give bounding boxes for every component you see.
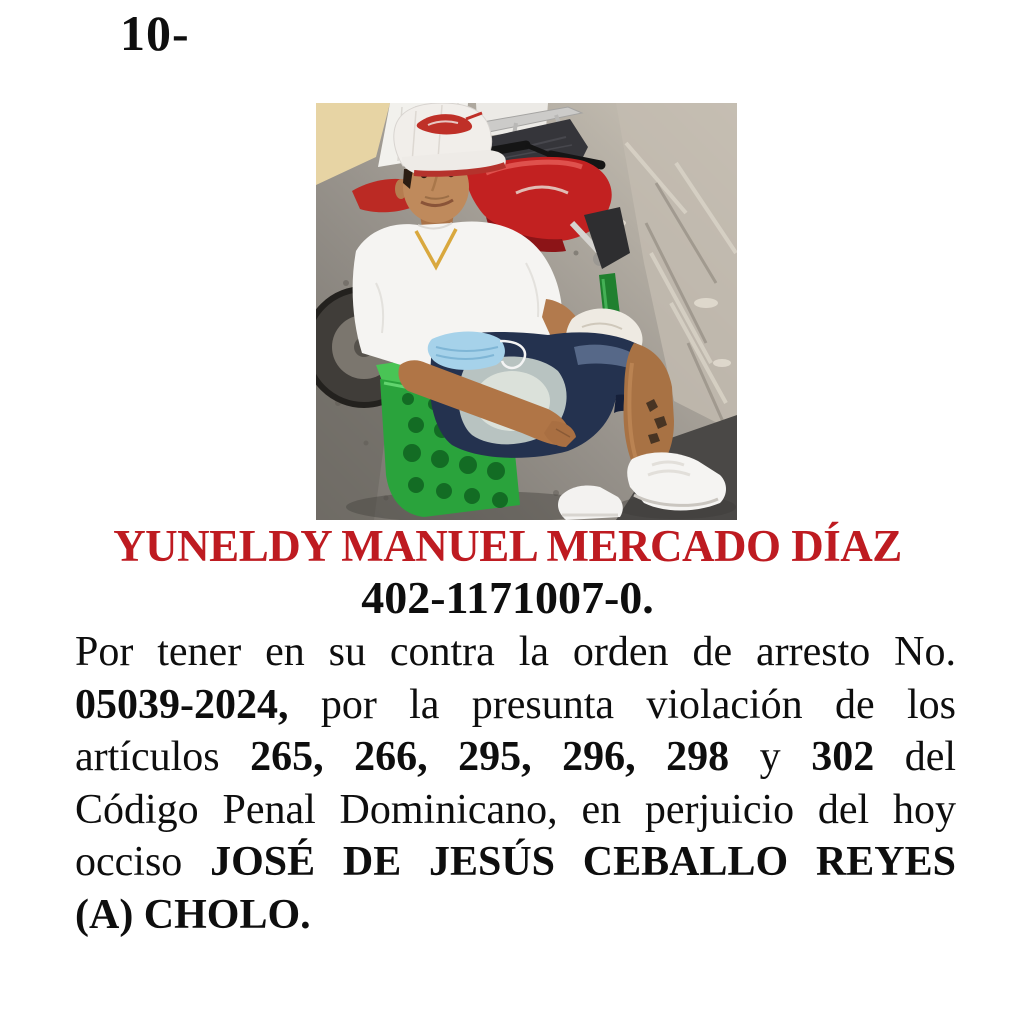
page-number: 10-	[120, 5, 190, 61]
paragraph-line: occiso JOSÉ DE JESÚS CEBALLO REYES	[75, 839, 956, 885]
suspect-cedula: 402-1171007-0.	[361, 572, 654, 623]
paragraph-line: Por tener en su contra la orden de arresto No.	[75, 629, 956, 675]
suspect-photo	[316, 103, 737, 520]
paragraph-line: Código Penal Dominicano, en perjuicio del hoy	[75, 786, 956, 833]
suspect-name: YUNELDY MANUEL MERCADO DÍAZ	[113, 521, 902, 571]
paragraph-line: artículos 265, 266, 295, 296, 298 y 302 del	[75, 734, 957, 780]
paragraph-line: 05039-2024, por la presunta violación de los	[75, 681, 956, 728]
legal-paragraph	[75, 626, 956, 941]
suspect-photo-illustration	[316, 103, 737, 520]
paragraph-line: (A) CHOLO.	[75, 891, 311, 938]
